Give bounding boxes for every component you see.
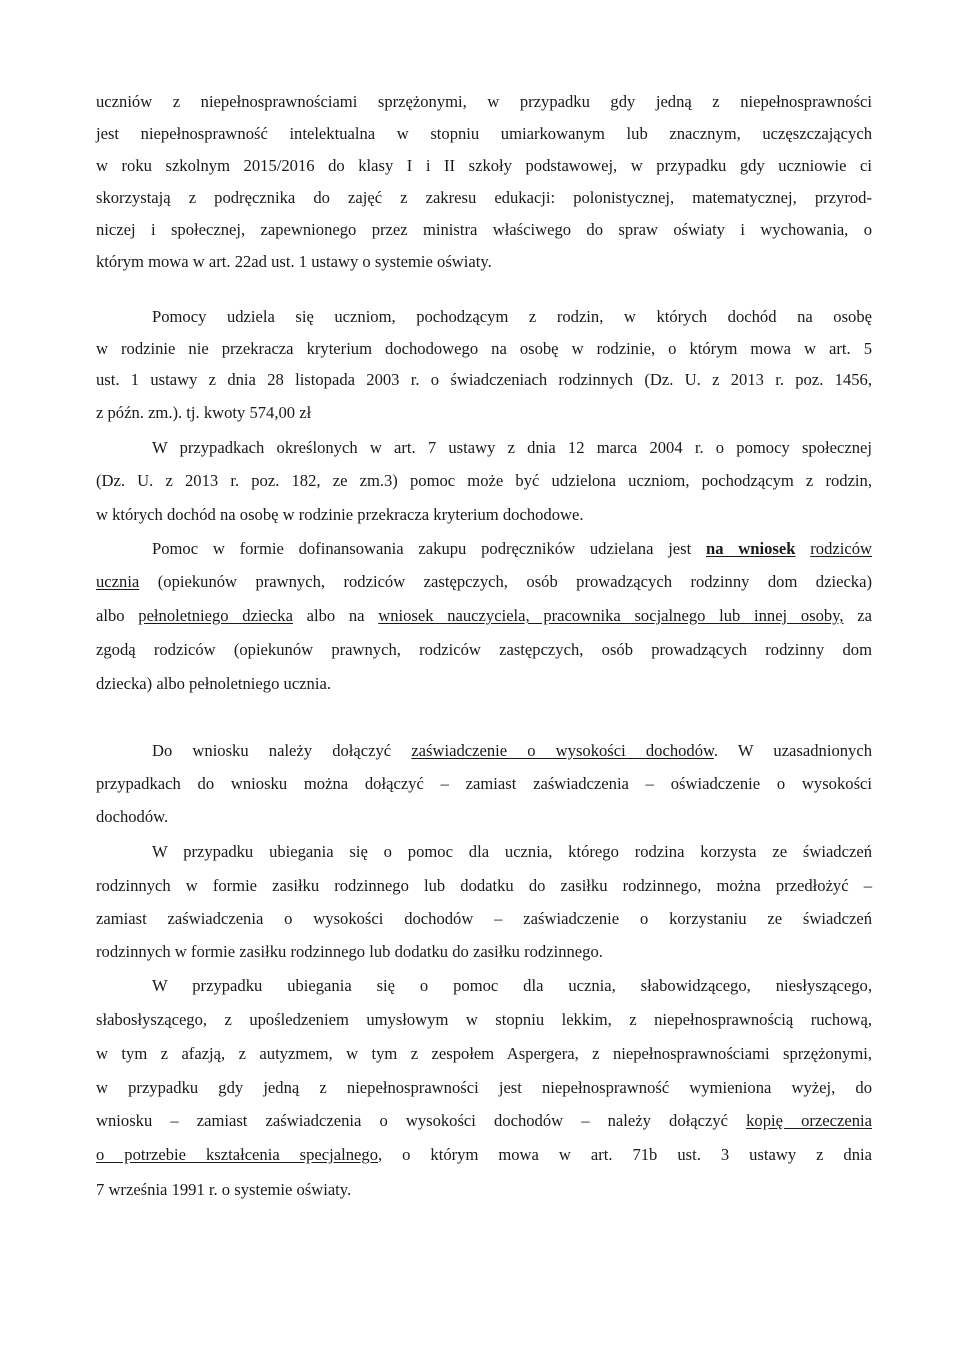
text-line: rodzinnych w formie zasiłku rodzinnego lub dodatku do zasiłku rodzinnego, można przedłożyć – <box>96 876 872 895</box>
text-line: przypadkach do wniosku można dołączyć – zamiast zaświadczenia – oświadczenie o wysokości <box>96 774 872 793</box>
underlined-text: kopię orzeczenia <box>746 1111 872 1130</box>
text-line: rodzinnych w formie zasiłku rodzinnego lub dodatku do zasiłku rodzinnego. <box>96 942 603 961</box>
text-run: (opiekunów prawnych, rodziców zastępczych, osób prowadzących rodzinny dom dziecka) <box>139 572 872 591</box>
underlined-text: rodziców <box>810 539 872 558</box>
text-line: ust. 1 ustawy z dnia 28 listopada 2003 r. o świadczeniach rodzinnych (Dz. U. z 2013 r. poz. 1456, <box>96 370 872 389</box>
text-line <box>96 572 872 592</box>
text-line: W przypadku ubiegania się o pomoc dla ucznia, słabowidzącego, niesłyszącego, <box>152 976 872 995</box>
text-line: niczej i społecznej, zapewnionego przez ministra właściwego do spraw oświaty i wychowania, o <box>96 220 872 239</box>
text-line: zgodą rodziców (opiekunów prawnych, rodziców zastępczych, osób prowadzących rodzinny dom <box>96 640 872 659</box>
text-line <box>96 1145 872 1165</box>
text-run: . W uzasadnionych <box>713 741 872 760</box>
text-line: dziecka) albo pełnoletniego ucznia. <box>96 674 331 693</box>
text-run <box>795 539 810 558</box>
underlined-text: zaświadczenie o wysokości dochodów <box>411 741 714 760</box>
text-run: , o którym mowa w art. 71b ust. 3 ustawy z dnia <box>378 1145 873 1164</box>
emphasis-text: na wniosek <box>706 539 796 558</box>
text-line: w których dochód na osobę w rodzinie przekracza kryterium dochodowe. <box>96 505 584 524</box>
text-line <box>96 1111 872 1131</box>
text-line: jest niepełnosprawność intelektualna w stopniu umiarkowanym lub znacznym, uczęszczających <box>96 124 872 143</box>
text-line: w rodzinie nie przekracza kryterium dochodowego na osobę w rodzinie, o którym mowa w art. 5 <box>96 339 872 358</box>
text-line: W przypadku ubiegania się o pomoc dla ucznia, którego rodzina korzysta ze świadczeń <box>152 842 872 861</box>
text-line: 7 września 1991 r. o systemie oświaty. <box>96 1180 352 1199</box>
text-line <box>152 539 872 559</box>
text-line: w przypadku gdy jedną z niepełnosprawności jest niepełnosprawność wymieniona wyżej, do <box>96 1078 872 1097</box>
text-run: za <box>843 606 872 625</box>
text-line: W przypadkach określonych w art. 7 ustawy z dnia 12 marca 2004 r. o pomocy społecznej <box>152 438 872 457</box>
text-line: słabosłyszącego, z upośledzeniem umysłowym w stopniu lekkim, z niepełnosprawnością ruchową, <box>96 1010 872 1029</box>
text-line: skorzystają z podręcznika do zajęć z zakresu edukacji: polonistycznej, matematycznej, przyrod- <box>96 188 872 207</box>
text-run: albo na <box>292 606 379 625</box>
text-line: w roku szkolnym 2015/2016 do klasy I i II szkoły podstawowej, w przypadku gdy uczniowie ci <box>96 156 872 175</box>
text-line: którym mowa w art. 22ad ust. 1 ustawy o systemie oświaty. <box>96 252 492 271</box>
text-line: (Dz. U. z 2013 r. poz. 182, ze zm.3) pomoc może być udzielona uczniom, pochodzącym z rodzin, <box>96 471 872 490</box>
text-line: uczniów z niepełnosprawnościami sprzężonymi, w przypadku gdy jedną z niepełnosprawności <box>96 92 872 111</box>
text-line: dochodów. <box>96 807 169 826</box>
text-line: z późn. zm.). tj. kwoty 574,00 zł <box>96 403 312 422</box>
text-run: Do wniosku należy dołączyć <box>152 741 412 760</box>
text-run: wniosku – zamiast zaświadczenia o wysokości dochodów – należy dołączyć <box>96 1111 747 1130</box>
text-line <box>96 606 872 626</box>
text-line: Pomocy udziela się uczniom, pochodzącym z rodzin, w których dochód na osobę <box>152 307 872 326</box>
text-run: Pomoc w formie dofinansowania zakupu podręczników udzielana jest <box>152 539 707 558</box>
underlined-text: wniosek nauczyciela, pracownika socjalnego lub innej osoby, <box>378 606 844 625</box>
underlined-text: pełnoletniego dziecka <box>138 606 293 625</box>
text-line: w tym z afazją, z autyzmem, w tym z zespołem Aspergera, z niepełnosprawnościami sprzężonymi, <box>96 1044 872 1063</box>
text-line <box>152 741 872 761</box>
underlined-text: o potrzebie kształcenia specjalnego <box>96 1145 379 1164</box>
text-line: zamiast zaświadczenia o wysokości dochodów – zaświadczenie o korzystaniu ze świadczeń <box>96 909 872 928</box>
underlined-text: ucznia <box>96 572 140 591</box>
text-run: albo <box>96 606 139 625</box>
